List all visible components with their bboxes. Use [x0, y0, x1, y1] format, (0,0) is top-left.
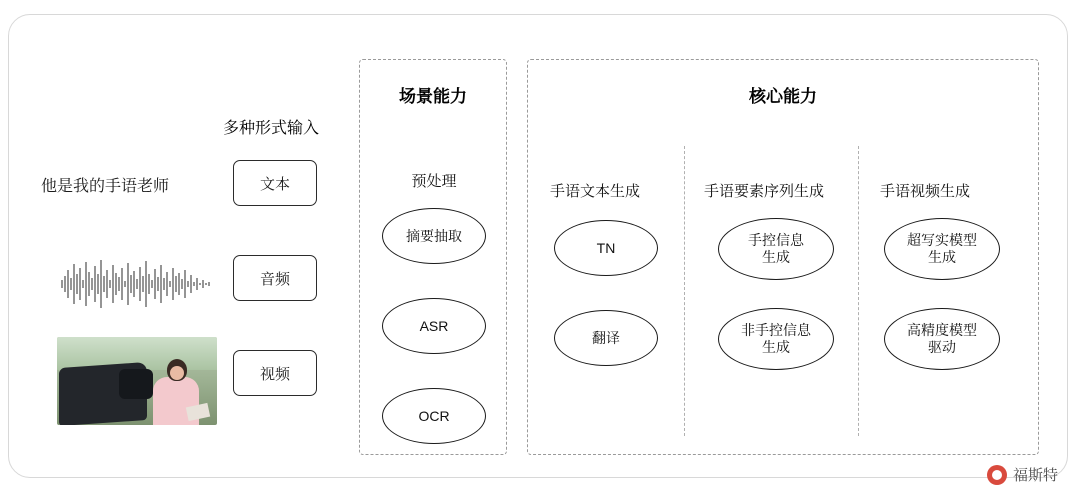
scene-capability-panel — [359, 59, 507, 455]
scene-panel-subtitle: 预处理 — [411, 173, 457, 190]
diagram-frame — [8, 14, 1068, 478]
core-node-nonmanual-info[interactable] — [718, 308, 834, 370]
core-node-photoreal-model[interactable] — [884, 218, 1000, 280]
input-chip-text-label: 文本 — [259, 175, 290, 193]
input-chip-video[interactable] — [233, 350, 317, 396]
core-column-2-heading: 手语要素序列生成 — [704, 183, 825, 200]
input-section — [41, 95, 341, 435]
input-section-title: 多种形式输入 — [223, 120, 320, 137]
input-row-text — [41, 155, 341, 225]
input-chip-video-label: 视频 — [259, 365, 290, 383]
circle-logo-icon — [987, 465, 1007, 485]
scene-node-summary-label: 摘要抽取 — [406, 227, 462, 244]
core-node-translate-label: 翻译 — [592, 329, 620, 346]
input-chip-text[interactable] — [233, 160, 317, 206]
scene-node-ocr[interactable] — [382, 388, 486, 444]
scene-panel-title: 场景能力 — [399, 87, 467, 106]
core-node-nonmanual-info-line1: 非手控信息 — [741, 322, 811, 339]
input-chip-audio-label: 音频 — [259, 270, 290, 288]
core-node-manual-info-line1: 手控信息 — [748, 232, 804, 249]
core-node-tn[interactable] — [554, 220, 658, 276]
core-node-highprecision-model-line2: 驱动 — [928, 339, 956, 355]
core-node-highprecision-model[interactable] — [884, 308, 1000, 370]
core-node-highprecision-model-line1: 高精度模型 — [907, 322, 977, 339]
core-column-divider-2 — [858, 146, 859, 436]
core-node-manual-info[interactable] — [718, 218, 834, 280]
waveform-icon — [57, 256, 217, 312]
core-node-nonmanual-info-line2: 生成 — [762, 339, 790, 355]
watermark-text: 福斯特 — [1012, 467, 1058, 484]
input-chip-audio[interactable] — [233, 255, 317, 301]
core-capability-panel — [527, 59, 1039, 455]
core-column-3-heading: 手语视频生成 — [880, 183, 971, 200]
core-node-translate[interactable] — [554, 310, 658, 366]
scene-node-asr[interactable] — [382, 298, 486, 354]
core-node-photoreal-model-line1: 超写实模型 — [907, 232, 977, 249]
sample-text: 他是我的手语老师 — [41, 178, 170, 195]
core-node-tn-label: TN — [596, 239, 616, 256]
core-column-divider-1 — [684, 146, 685, 436]
input-row-audio — [41, 250, 341, 320]
core-node-photoreal-model-line2: 生成 — [928, 249, 956, 265]
scene-node-asr-label: ASR — [419, 317, 449, 334]
input-row-video — [41, 345, 341, 415]
scene-node-ocr-label: OCR — [418, 407, 450, 424]
core-column-1-heading: 手语文本生成 — [550, 183, 641, 200]
scene-node-summary[interactable] — [382, 208, 486, 264]
core-panel-title: 核心能力 — [749, 87, 817, 106]
watermark-badge — [987, 464, 1058, 485]
video-thumbnail-icon — [57, 337, 217, 425]
core-node-manual-info-line2: 生成 — [762, 249, 790, 265]
